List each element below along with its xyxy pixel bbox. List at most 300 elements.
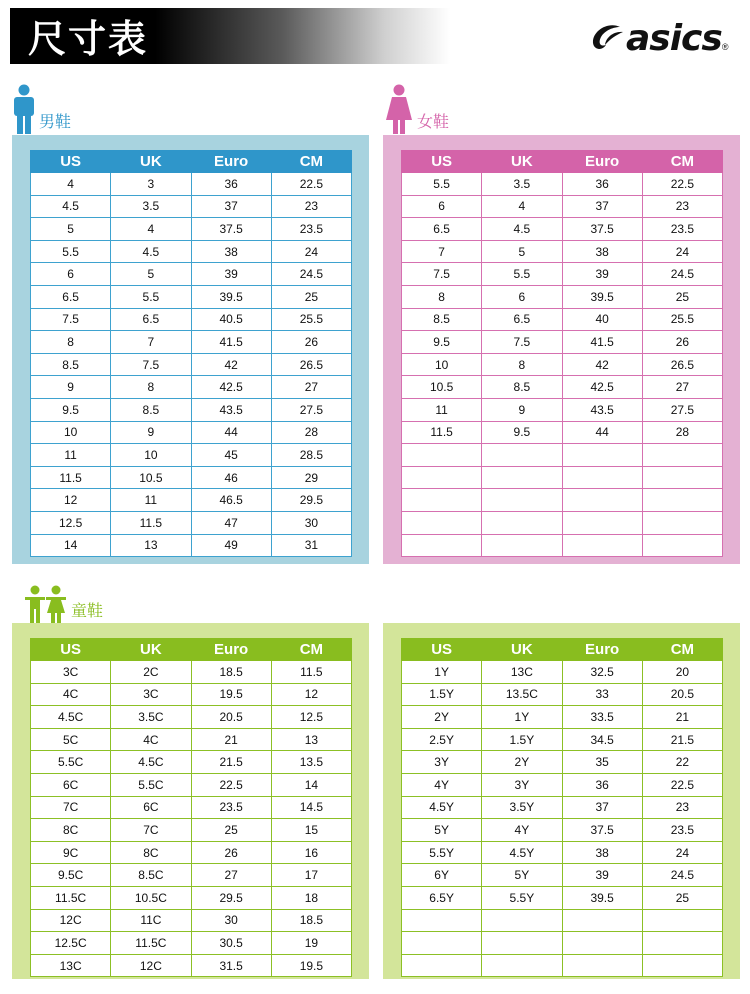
cell-euro: 42.5 xyxy=(562,376,642,399)
page-title: 尺寸表 xyxy=(28,17,149,61)
empty-cell xyxy=(642,932,722,955)
cell-uk: 1Y xyxy=(482,706,562,729)
cell-cm: 21 xyxy=(642,706,722,729)
column-header-us: US xyxy=(402,639,482,661)
cell-uk: 13C xyxy=(482,661,562,684)
kids-large-size-table xyxy=(401,638,723,977)
cell-us: 7 xyxy=(402,240,482,263)
section-label-women xyxy=(384,84,449,134)
children-icon xyxy=(24,585,68,623)
table-row xyxy=(31,728,352,751)
table-row xyxy=(31,195,352,218)
table-row xyxy=(402,376,723,399)
cell-uk: 5.5C xyxy=(111,773,191,796)
cell-uk: 11 xyxy=(111,489,191,512)
table-row xyxy=(31,661,352,684)
cell-euro: 31.5 xyxy=(191,954,271,977)
table-row xyxy=(31,376,352,399)
table-row xyxy=(31,218,352,241)
cell-uk: 3.5 xyxy=(111,195,191,218)
cell-uk: 7.5 xyxy=(482,331,562,354)
cell-cm: 20 xyxy=(642,661,722,684)
cell-cm: 24 xyxy=(642,240,722,263)
table-row xyxy=(31,308,352,331)
cell-cm: 25.5 xyxy=(642,308,722,331)
cell-uk: 4 xyxy=(482,195,562,218)
cell-euro: 42 xyxy=(562,353,642,376)
section-label-kids xyxy=(24,585,103,623)
header-row xyxy=(31,639,352,661)
table-row xyxy=(31,534,352,557)
table-row xyxy=(402,683,723,706)
cell-euro: 47 xyxy=(191,511,271,534)
table-row xyxy=(402,706,723,729)
cell-euro: 36 xyxy=(562,773,642,796)
cell-us: 4.5 xyxy=(31,195,111,218)
empty-row xyxy=(402,489,723,512)
cell-cm: 19.5 xyxy=(271,954,351,977)
cell-euro: 37 xyxy=(562,796,642,819)
kids-small-size-panel xyxy=(12,623,369,979)
cell-cm: 12 xyxy=(271,683,351,706)
men-size-table xyxy=(30,150,352,557)
table-row xyxy=(31,489,352,512)
women-size-panel xyxy=(383,135,740,564)
cell-uk: 9 xyxy=(482,398,562,421)
cell-cm: 23.5 xyxy=(642,218,722,241)
table-row xyxy=(31,864,352,887)
cell-us: 6Y xyxy=(402,864,482,887)
cell-cm: 25 xyxy=(642,285,722,308)
empty-cell xyxy=(482,511,562,534)
cell-uk: 5.5 xyxy=(482,263,562,286)
cell-us: 5.5Y xyxy=(402,841,482,864)
cell-cm: 24 xyxy=(271,240,351,263)
cell-euro: 39 xyxy=(191,263,271,286)
cell-us: 12C xyxy=(31,909,111,932)
table-row xyxy=(402,728,723,751)
empty-cell xyxy=(642,954,722,977)
empty-row xyxy=(402,511,723,534)
empty-cell xyxy=(402,444,482,467)
cell-us: 11.5 xyxy=(31,466,111,489)
cell-us: 2.5Y xyxy=(402,728,482,751)
table-row xyxy=(31,421,352,444)
cell-cm: 24.5 xyxy=(271,263,351,286)
table-row xyxy=(31,773,352,796)
cell-cm: 22.5 xyxy=(642,773,722,796)
cell-cm: 12.5 xyxy=(271,706,351,729)
cell-uk: 8.5 xyxy=(111,398,191,421)
empty-cell xyxy=(402,466,482,489)
cell-euro: 37 xyxy=(191,195,271,218)
cell-euro: 37.5 xyxy=(562,218,642,241)
cell-uk: 7 xyxy=(111,331,191,354)
cell-uk: 8 xyxy=(111,376,191,399)
empty-cell xyxy=(482,932,562,955)
cell-euro: 32.5 xyxy=(562,661,642,684)
cell-uk: 4.5Y xyxy=(482,841,562,864)
table-row xyxy=(31,285,352,308)
table-row xyxy=(402,173,723,196)
cell-cm: 23.5 xyxy=(642,819,722,842)
cell-us: 12 xyxy=(31,489,111,512)
men-size-panel xyxy=(12,135,369,564)
cell-uk: 8.5C xyxy=(111,864,191,887)
kids-large-size-panel xyxy=(383,623,740,979)
cell-cm: 29 xyxy=(271,466,351,489)
table-row xyxy=(31,751,352,774)
cell-uk: 8 xyxy=(482,353,562,376)
cell-uk: 4Y xyxy=(482,819,562,842)
empty-cell xyxy=(402,932,482,955)
empty-cell xyxy=(402,511,482,534)
cell-us: 5.5 xyxy=(31,240,111,263)
cell-uk: 11C xyxy=(111,909,191,932)
cell-euro: 35 xyxy=(562,751,642,774)
cell-cm: 26 xyxy=(642,331,722,354)
cell-us: 14 xyxy=(31,534,111,557)
cell-uk: 13.5C xyxy=(482,683,562,706)
empty-cell xyxy=(482,534,562,557)
cell-cm: 23 xyxy=(271,195,351,218)
cell-us: 5.5 xyxy=(402,173,482,196)
table-row xyxy=(402,819,723,842)
table-row xyxy=(402,886,723,909)
table-row xyxy=(402,353,723,376)
cell-us: 3C xyxy=(31,661,111,684)
cell-uk: 3C xyxy=(111,683,191,706)
cell-euro: 20.5 xyxy=(191,706,271,729)
empty-row xyxy=(402,444,723,467)
cell-uk: 3.5C xyxy=(111,706,191,729)
cell-cm: 27 xyxy=(271,376,351,399)
column-header-us: US xyxy=(402,151,482,173)
empty-cell xyxy=(402,909,482,932)
cell-euro: 21 xyxy=(191,728,271,751)
header-row xyxy=(402,639,723,661)
empty-row xyxy=(402,932,723,955)
cell-uk: 2C xyxy=(111,661,191,684)
cell-euro: 37.5 xyxy=(191,218,271,241)
cell-us: 6C xyxy=(31,773,111,796)
empty-cell xyxy=(482,466,562,489)
cell-cm: 23.5 xyxy=(271,218,351,241)
cell-euro: 29.5 xyxy=(191,886,271,909)
cell-euro: 38 xyxy=(562,240,642,263)
cell-us: 5Y xyxy=(402,819,482,842)
cell-euro: 39 xyxy=(562,263,642,286)
cell-cm: 14.5 xyxy=(271,796,351,819)
table-row xyxy=(31,353,352,376)
asics-stripe-icon xyxy=(590,23,624,53)
table-row xyxy=(31,886,352,909)
cell-uk: 12C xyxy=(111,954,191,977)
table-row xyxy=(31,932,352,955)
woman-icon xyxy=(384,84,414,134)
cell-uk: 4C xyxy=(111,728,191,751)
cell-uk: 8.5 xyxy=(482,376,562,399)
cell-cm: 24.5 xyxy=(642,263,722,286)
table-row xyxy=(31,683,352,706)
table-row xyxy=(402,796,723,819)
title-bar xyxy=(10,8,450,64)
cell-us: 7.5 xyxy=(402,263,482,286)
table-row xyxy=(402,263,723,286)
cell-uk: 8C xyxy=(111,841,191,864)
cell-us: 10 xyxy=(31,421,111,444)
cell-us: 6 xyxy=(31,263,111,286)
empty-cell xyxy=(562,444,642,467)
column-header-euro: Euro xyxy=(562,151,642,173)
cell-us: 1.5Y xyxy=(402,683,482,706)
cell-us: 5 xyxy=(31,218,111,241)
empty-cell xyxy=(562,511,642,534)
cell-uk: 4.5C xyxy=(111,751,191,774)
table-row xyxy=(402,240,723,263)
cell-cm: 27.5 xyxy=(642,398,722,421)
cell-cm: 11.5 xyxy=(271,661,351,684)
column-header-uk: UK xyxy=(482,639,562,661)
cell-us: 9.5C xyxy=(31,864,111,887)
cell-euro: 19.5 xyxy=(191,683,271,706)
empty-cell xyxy=(402,489,482,512)
cell-us: 8.5 xyxy=(402,308,482,331)
cell-us: 8 xyxy=(31,331,111,354)
column-header-euro: Euro xyxy=(191,639,271,661)
table-row xyxy=(31,331,352,354)
column-header-cm: CM xyxy=(271,639,351,661)
cell-euro: 36 xyxy=(191,173,271,196)
section-title-kids: 童鞋 xyxy=(71,601,104,620)
empty-cell xyxy=(642,909,722,932)
cell-cm: 18 xyxy=(271,886,351,909)
cell-us: 10.5 xyxy=(402,376,482,399)
empty-row xyxy=(402,954,723,977)
cell-uk: 13 xyxy=(111,534,191,557)
table-row xyxy=(31,240,352,263)
empty-cell xyxy=(642,444,722,467)
cell-uk: 10 xyxy=(111,444,191,467)
cell-cm: 25 xyxy=(642,886,722,909)
cell-euro: 21.5 xyxy=(191,751,271,774)
cell-euro: 34.5 xyxy=(562,728,642,751)
table-row xyxy=(31,909,352,932)
empty-cell xyxy=(482,489,562,512)
cell-uk: 9.5 xyxy=(482,421,562,444)
cell-uk: 10.5C xyxy=(111,886,191,909)
cell-cm: 16 xyxy=(271,841,351,864)
cell-cm: 26.5 xyxy=(642,353,722,376)
cell-uk: 1.5Y xyxy=(482,728,562,751)
cell-us: 11 xyxy=(402,398,482,421)
cell-cm: 25 xyxy=(271,285,351,308)
cell-cm: 28.5 xyxy=(271,444,351,467)
cell-cm: 20.5 xyxy=(642,683,722,706)
cell-us: 4.5Y xyxy=(402,796,482,819)
empty-cell xyxy=(562,909,642,932)
cell-euro: 39.5 xyxy=(191,285,271,308)
cell-us: 6 xyxy=(402,195,482,218)
header-row xyxy=(402,151,723,173)
table-row xyxy=(402,421,723,444)
cell-cm: 15 xyxy=(271,819,351,842)
empty-row xyxy=(402,909,723,932)
cell-us: 9.5 xyxy=(31,398,111,421)
women-size-table xyxy=(401,150,723,557)
cell-us: 5C xyxy=(31,728,111,751)
table-row xyxy=(402,773,723,796)
cell-cm: 26.5 xyxy=(271,353,351,376)
cell-us: 4Y xyxy=(402,773,482,796)
cell-uk: 6.5 xyxy=(482,308,562,331)
cell-euro: 30.5 xyxy=(191,932,271,955)
cell-uk: 5Y xyxy=(482,864,562,887)
cell-uk: 6 xyxy=(482,285,562,308)
table-row xyxy=(31,954,352,977)
cell-cm: 28 xyxy=(642,421,722,444)
column-header-euro: Euro xyxy=(191,151,271,173)
cell-cm: 24 xyxy=(642,841,722,864)
cell-cm: 31 xyxy=(271,534,351,557)
cell-us: 6.5 xyxy=(31,285,111,308)
brand-logo xyxy=(590,16,740,60)
cell-euro: 38 xyxy=(562,841,642,864)
section-title-women: 女鞋 xyxy=(417,112,450,131)
empty-cell xyxy=(562,932,642,955)
cell-euro: 40 xyxy=(562,308,642,331)
table-row xyxy=(31,841,352,864)
cell-cm: 13.5 xyxy=(271,751,351,774)
empty-cell xyxy=(642,466,722,489)
cell-us: 11.5 xyxy=(402,421,482,444)
cell-uk: 3.5Y xyxy=(482,796,562,819)
cell-euro: 26 xyxy=(191,841,271,864)
header-row xyxy=(31,151,352,173)
section-title-men: 男鞋 xyxy=(39,112,72,131)
cell-uk: 5.5Y xyxy=(482,886,562,909)
cell-cm: 22 xyxy=(642,751,722,774)
column-header-cm: CM xyxy=(642,151,722,173)
empty-cell xyxy=(482,444,562,467)
table-row xyxy=(31,398,352,421)
cell-cm: 27.5 xyxy=(271,398,351,421)
empty-row xyxy=(402,534,723,557)
cell-euro: 42 xyxy=(191,353,271,376)
cell-us: 7.5 xyxy=(31,308,111,331)
column-header-euro: Euro xyxy=(562,639,642,661)
cell-uk: 4 xyxy=(111,218,191,241)
cell-cm: 25.5 xyxy=(271,308,351,331)
cell-uk: 2Y xyxy=(482,751,562,774)
table-row xyxy=(31,263,352,286)
cell-us: 11.5C xyxy=(31,886,111,909)
cell-cm: 17 xyxy=(271,864,351,887)
table-row xyxy=(31,444,352,467)
cell-us: 9.5 xyxy=(402,331,482,354)
table-row xyxy=(31,819,352,842)
cell-euro: 41.5 xyxy=(562,331,642,354)
cell-uk: 5 xyxy=(482,240,562,263)
cell-euro: 39.5 xyxy=(562,886,642,909)
table-row xyxy=(402,308,723,331)
table-row xyxy=(402,398,723,421)
column-header-uk: UK xyxy=(482,151,562,173)
cell-uk: 4.5 xyxy=(482,218,562,241)
column-header-us: US xyxy=(31,151,111,173)
empty-cell xyxy=(562,954,642,977)
cell-uk: 7.5 xyxy=(111,353,191,376)
table-row xyxy=(402,864,723,887)
cell-euro: 30 xyxy=(191,909,271,932)
cell-cm: 26 xyxy=(271,331,351,354)
cell-cm: 30 xyxy=(271,511,351,534)
section-label-men xyxy=(12,84,71,134)
cell-us: 8 xyxy=(402,285,482,308)
cell-uk: 5 xyxy=(111,263,191,286)
empty-cell xyxy=(642,511,722,534)
cell-cm: 13 xyxy=(271,728,351,751)
cell-euro: 39 xyxy=(562,864,642,887)
cell-euro: 18.5 xyxy=(191,661,271,684)
table-row xyxy=(31,796,352,819)
cell-euro: 36 xyxy=(562,173,642,196)
table-row xyxy=(402,218,723,241)
cell-us: 4C xyxy=(31,683,111,706)
column-header-uk: UK xyxy=(111,151,191,173)
cell-us: 4.5C xyxy=(31,706,111,729)
registered-mark: ® xyxy=(721,42,729,52)
cell-uk: 3.5 xyxy=(482,173,562,196)
cell-cm: 14 xyxy=(271,773,351,796)
cell-euro: 39.5 xyxy=(562,285,642,308)
table-row xyxy=(31,706,352,729)
cell-us: 4 xyxy=(31,173,111,196)
cell-cm: 22.5 xyxy=(271,173,351,196)
cell-euro: 38 xyxy=(191,240,271,263)
cell-us: 11 xyxy=(31,444,111,467)
column-header-cm: CM xyxy=(642,639,722,661)
cell-us: 7C xyxy=(31,796,111,819)
cell-euro: 46.5 xyxy=(191,489,271,512)
empty-cell xyxy=(482,909,562,932)
cell-us: 10 xyxy=(402,353,482,376)
cell-cm: 27 xyxy=(642,376,722,399)
empty-cell xyxy=(562,489,642,512)
cell-us: 6.5Y xyxy=(402,886,482,909)
cell-us: 6.5 xyxy=(402,218,482,241)
table-row xyxy=(402,661,723,684)
table-row xyxy=(402,285,723,308)
cell-us: 13C xyxy=(31,954,111,977)
cell-cm: 22.5 xyxy=(642,173,722,196)
cell-uk: 10.5 xyxy=(111,466,191,489)
cell-euro: 43.5 xyxy=(562,398,642,421)
kids-small-size-table xyxy=(30,638,352,977)
cell-euro: 45 xyxy=(191,444,271,467)
cell-uk: 6.5 xyxy=(111,308,191,331)
cell-us: 9C xyxy=(31,841,111,864)
cell-euro: 41.5 xyxy=(191,331,271,354)
column-header-us: US xyxy=(31,639,111,661)
cell-cm: 18.5 xyxy=(271,909,351,932)
cell-us: 5.5C xyxy=(31,751,111,774)
cell-euro: 33.5 xyxy=(562,706,642,729)
table-row xyxy=(31,511,352,534)
table-row xyxy=(402,751,723,774)
cell-us: 2Y xyxy=(402,706,482,729)
cell-euro: 37.5 xyxy=(562,819,642,842)
